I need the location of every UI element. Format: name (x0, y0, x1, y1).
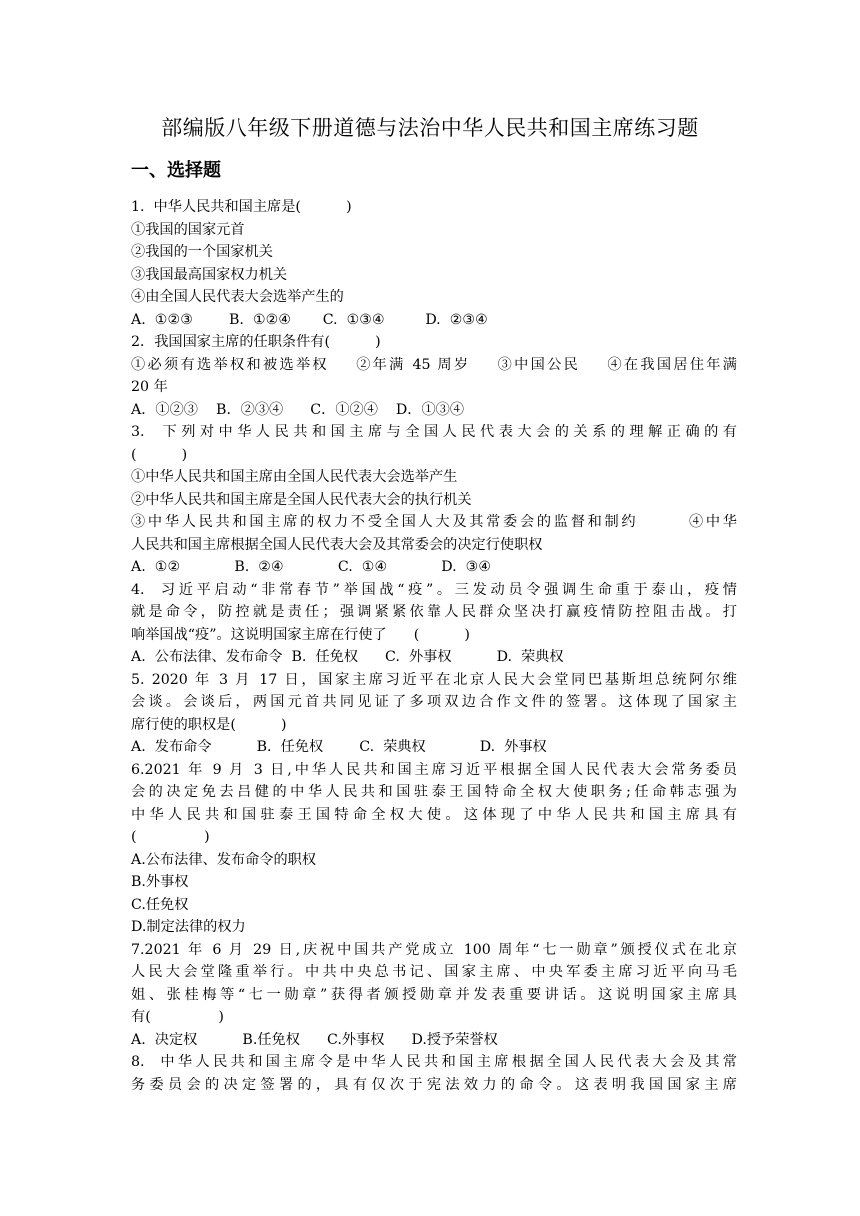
q4-stem: 4. 习近平启动“非常春节”举国战“疫”。三发动员令强调生命重于泰山，疫情 (131, 581, 737, 598)
q2-items: ①必须有选举权和被选举权 ②年满 45 周岁 ③中国公民 ④在我国居住年满 (131, 356, 737, 373)
q1-options: A. ①②③ B. ①②④ C. ①③④ D. ②③④ (131, 311, 488, 328)
q3-item-cont: 人民共和国主席根据全国人民代表大会及其常委会的决定行使职权 (131, 536, 543, 553)
q7-stem-cont: 有( ) (131, 1009, 224, 1025)
q4-options: A. 公布法律、发布命令 B. 任免权 C. 外事权 D. 荣典权 (131, 649, 564, 665)
q5-stem: 5. 2020 年 3 月 17 日，国家主席习近平在北京人民大会堂同巴基斯坦总统阿尔维 (131, 671, 737, 688)
document-title: 部编版八年级下册道德与法治中华人民共和国主席练习题 (161, 116, 699, 140)
q1-stem: 1. 中华人民共和国主席是( ) (131, 199, 352, 215)
q7-options: A. 决定权 B.任免权 C.外事权 D.授予荣誉权 (131, 1031, 498, 1048)
q6-stem-cont: 中华人民共和国驻泰王国特命全权大使。这体现了中华人民共和国主席具有 (131, 806, 737, 823)
q3-stem: 3. 下列对中华人民共和国主席与全国人民代表大会的关系的理解正确的有 (131, 424, 737, 440)
q6-stem-cont: 会的决定免去吕健的中华人民共和国驻泰王国特命全权大使职务;任命韩志强为 (131, 784, 737, 800)
q2-items-cont: 20 年 (131, 379, 168, 395)
q1-item: ③我国最高国家权力机关 (131, 266, 288, 283)
q3-stem-cont: ( ) (131, 446, 188, 463)
q5-options: A. 发布命令 B. 任免权 C. 荣典权 D. 外事权 (131, 739, 547, 755)
q6-option-a: A.公布法律、发布命令的职权 (131, 851, 317, 868)
q3-options: A. ①② B. ②④ C. ①④ D. ③④ (131, 559, 492, 575)
q4-stem-cont: 响举国战“疫”。这说明国家主席在行使了 ( ) (131, 626, 470, 643)
q6-stem-cont: ( ) (131, 829, 210, 845)
q2-options: A．①②③ B．②③④ C．①②④ D．①③④ (131, 401, 465, 418)
q3-item: ②中华人民共和国主席是全国人民代表大会的执行机关 (131, 491, 472, 508)
q1-item: ②我国的一个国家机关 (131, 244, 273, 260)
q6-stem: 6.2021 年 9 月 3 日,中华人民共和国主席习近平根据全国人民代表大会常务委员 (131, 761, 737, 778)
q8-stem: 8. 中华人民共和国主席令是中华人民共和国主席根据全国人民代表大会及其常 (131, 1054, 737, 1070)
q1-item: ④由全国人民代表大会选举产生的 (131, 289, 344, 305)
q5-stem-cont: 席行使的职权是( ) (131, 716, 287, 733)
q3-item: ③中华人民共和国主席的权力不受全国人大及其常委会的监督和制约 ④中华 (131, 514, 737, 530)
q1-item: ①我国的国家元首 (131, 221, 245, 238)
q7-stem-cont: 人民大会堂隆重举行。中共中央总书记、国家主席、中央军委主席习近平向马毛 (131, 964, 737, 980)
section-heading: 一、选择题 (131, 160, 221, 181)
q6-option-d: D.制定法律的权力 (131, 919, 246, 935)
q3-item: ①中华人民共和国主席由全国人民代表大会选举产生 (131, 469, 458, 485)
q6-option-c: C.任免权 (131, 896, 189, 913)
q5-stem-cont: 会谈。会谈后，两国元首共同见证了多项双边合作文件的签署。这体现了国家主 (131, 694, 737, 710)
q4-stem-cont: 就是命令，防控就是责任；强调紧紧依靠人民群众坚决打赢疫情防控阻击战。打 (131, 604, 737, 620)
q2-stem: 2．我国国家主席的任职条件有( ) (131, 334, 381, 350)
question-body (131, 196, 737, 1096)
q8-stem-cont: 务委员会的决定签署的，具有仅次于宪法效力的命令。这表明我国国家主席 (131, 1076, 737, 1093)
q7-stem-cont: 姐、张桂梅等“七一勋章”获得者颁授勋章并发表重要讲话。这说明国家主席具 (131, 986, 737, 1003)
q7-stem: 7.2021 年 6 月 29 日,庆祝中国共产党成立 100 周年“七一勋章”颁授仪式在北京 (131, 941, 737, 958)
q6-option-b: B.外事权 (131, 874, 189, 890)
